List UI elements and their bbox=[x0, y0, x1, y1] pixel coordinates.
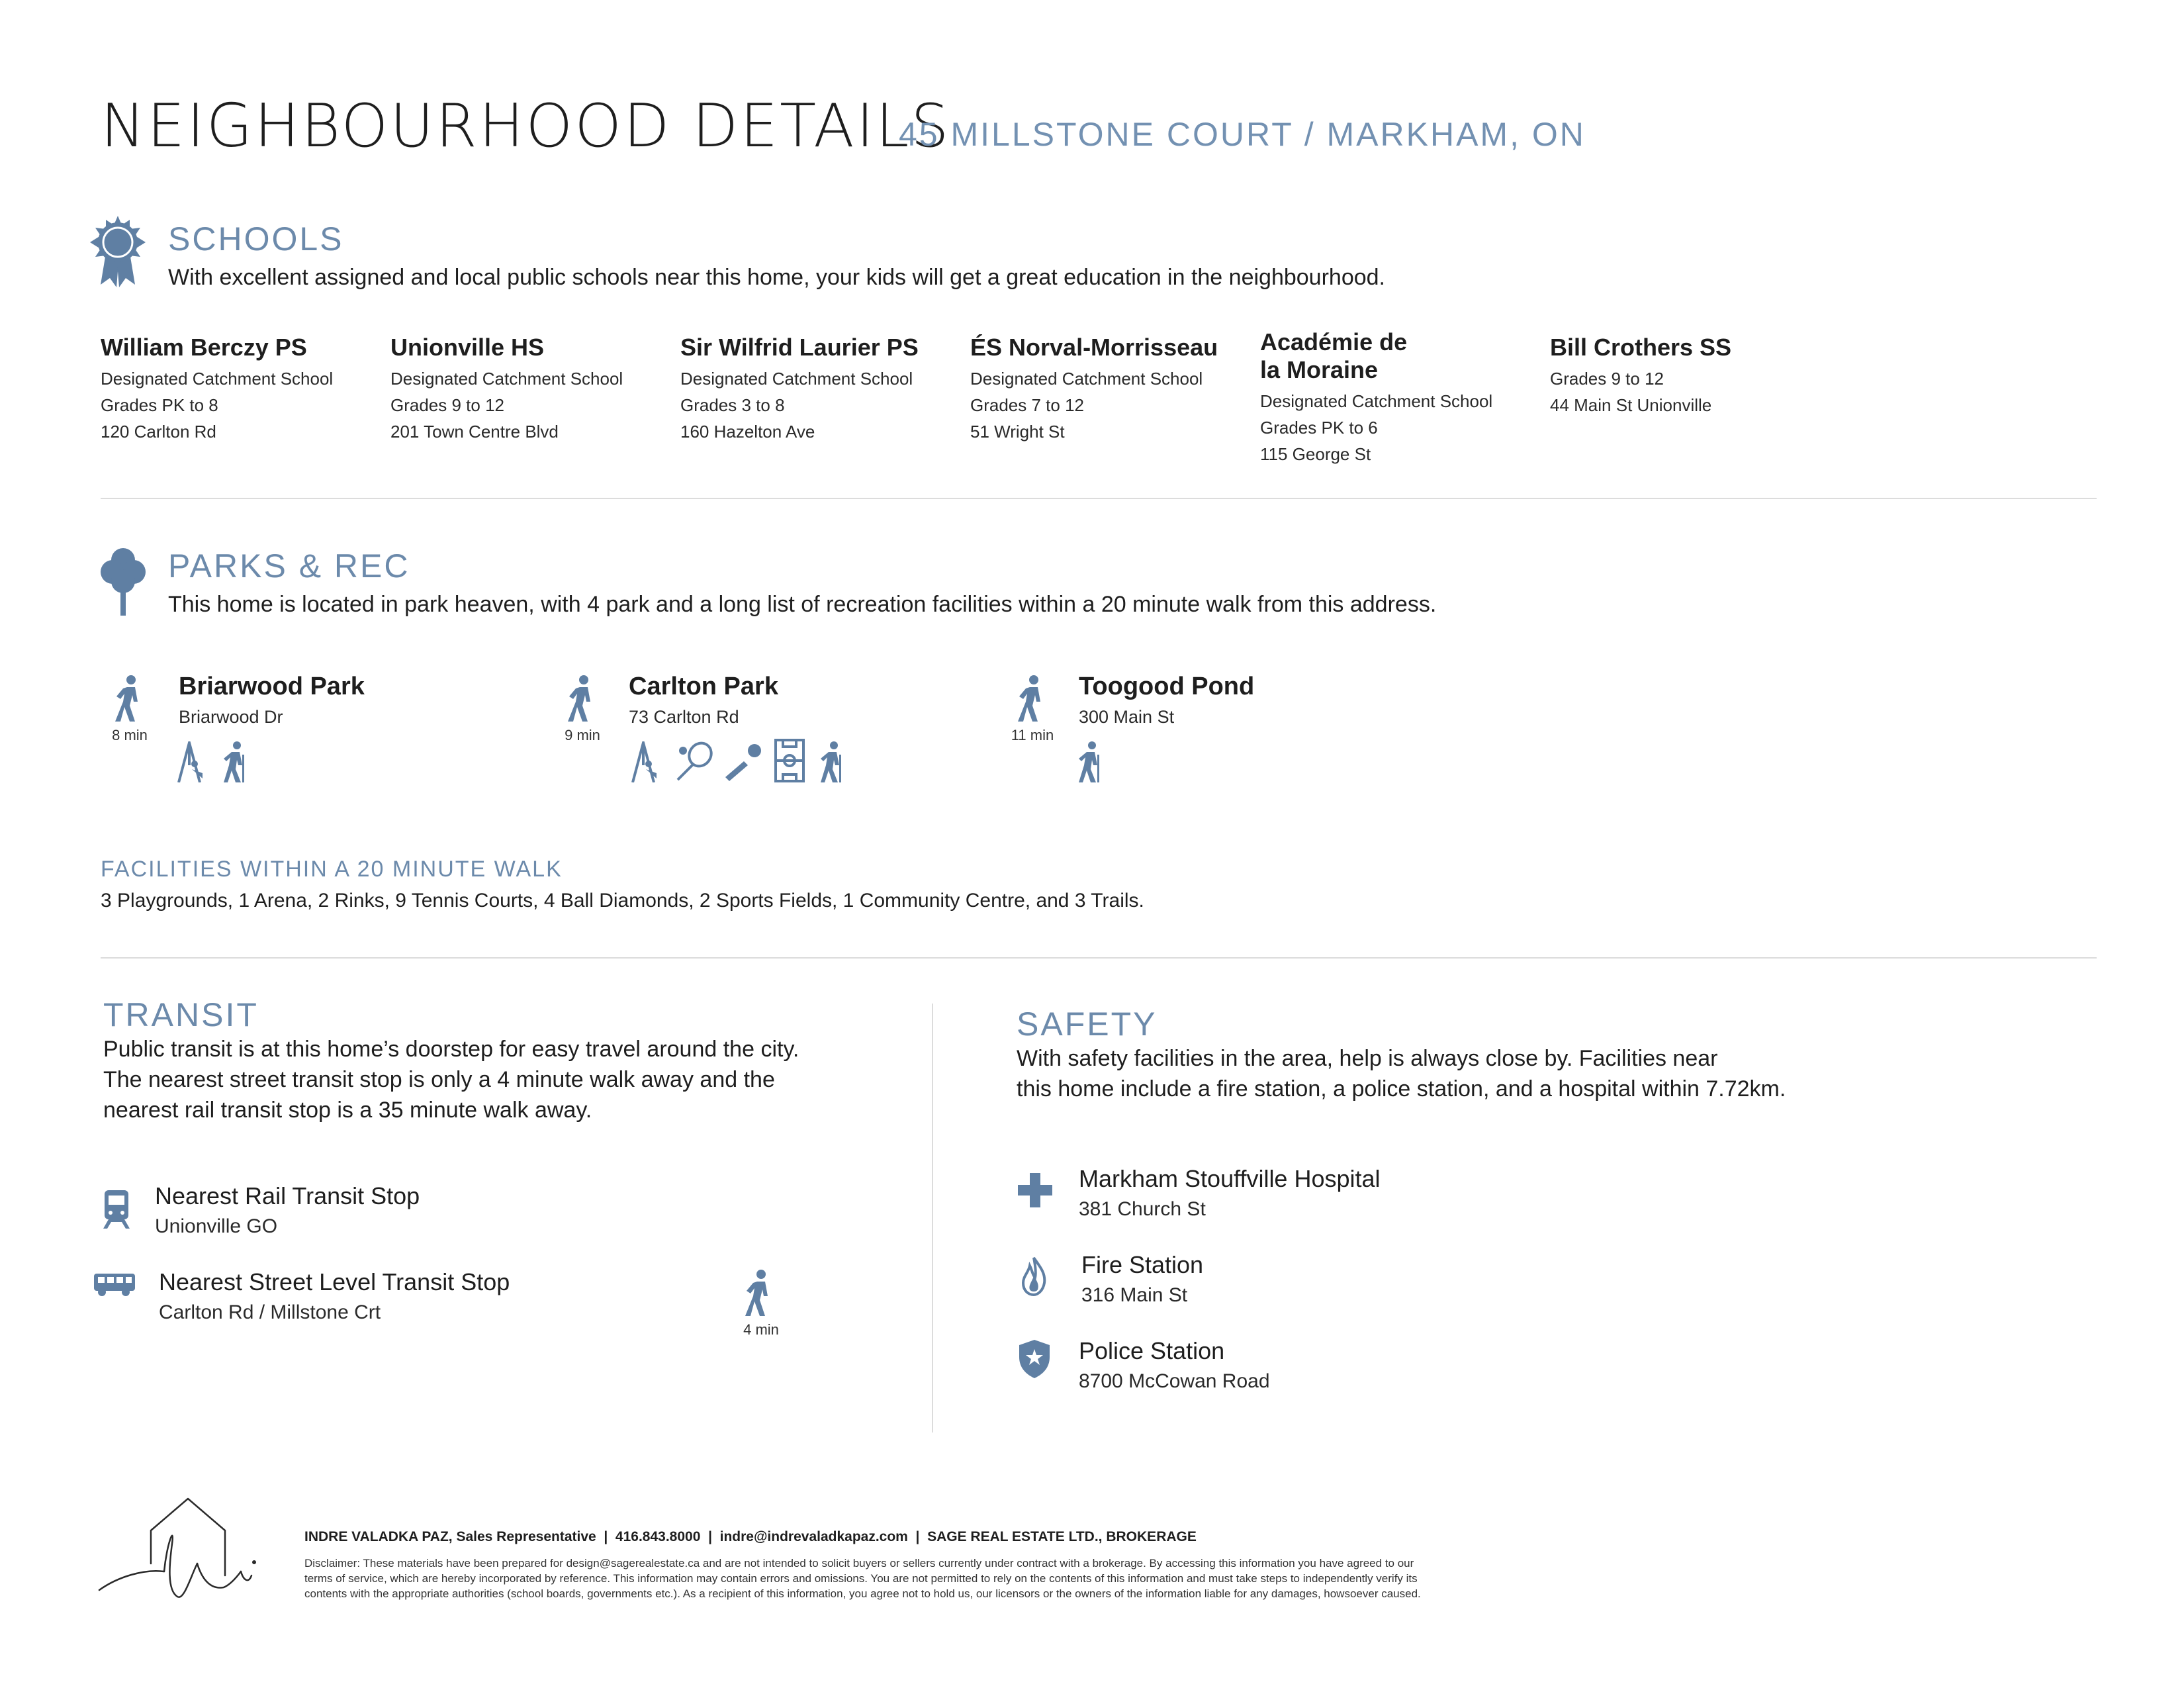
train-icon bbox=[102, 1189, 131, 1229]
school-address: 115 George St bbox=[1260, 444, 1371, 464]
school-name: Sir Wilfrid Laurier PS bbox=[680, 334, 919, 361]
column-divider bbox=[932, 1004, 933, 1432]
section-divider bbox=[101, 498, 2097, 499]
fire-icon bbox=[1021, 1256, 1047, 1296]
school-name: Unionville HS bbox=[390, 334, 545, 361]
school-designation: Designated Catchment School bbox=[970, 369, 1203, 389]
transit-title: TRANSIT bbox=[103, 996, 259, 1033]
school-card bbox=[970, 334, 1248, 445]
parks-title: PARKS & REC bbox=[168, 547, 410, 585]
park-name: Carlton Park bbox=[629, 673, 778, 700]
walking-person-icon bbox=[115, 675, 144, 722]
school-card bbox=[101, 334, 379, 445]
page-title: NEIGHBOURHOOD DETAILS bbox=[101, 91, 951, 161]
tennis-icon bbox=[675, 741, 715, 782]
disclaimer bbox=[304, 1556, 1906, 1601]
school-designation: Designated Catchment School bbox=[101, 369, 334, 389]
walk-time: 8 min bbox=[112, 727, 148, 743]
school-grades: Grades 9 to 12 bbox=[390, 395, 504, 415]
street-transit-label: Nearest Street Level Transit Stop bbox=[159, 1268, 510, 1295]
school-grades: Grades 9 to 12 bbox=[1550, 369, 1664, 389]
hospital-cross-icon bbox=[1018, 1173, 1052, 1207]
schools-description: With excellent assigned and local public schools near this home, your kids will get a great education in the neighbourhood. bbox=[168, 265, 1385, 290]
facilities-text: 3 Playgrounds, 1 Arena, 2 Rinks, 9 Tennis Courts, 4 Ball Diamonds, 2 Sports Fields, 1 Community Centre, and 3 Trails. bbox=[101, 890, 1144, 912]
page-subtitle: 45 MILLSTONE COURT / MARKHAM, ON bbox=[899, 116, 1586, 153]
school-designation: Designated Catchment School bbox=[1260, 391, 1493, 411]
transit-description-line: nearest rail transit stop is a 35 minute walk away. bbox=[103, 1098, 592, 1123]
facilities-title: FACILITIES WITHIN A 20 MINUTE WALK bbox=[101, 857, 563, 882]
school-card bbox=[390, 334, 668, 445]
school-name-line2: la Moraine bbox=[1260, 356, 1379, 383]
school-name: ÉS Norval-Morrisseau bbox=[970, 334, 1218, 361]
fire-station-name: Fire Station bbox=[1081, 1251, 1204, 1278]
school-address: 51 Wright St bbox=[970, 422, 1065, 442]
safety-description-line: With safety facilities in the area, help is always close by. Facilities near bbox=[1017, 1046, 1718, 1071]
safety-description-line: this home include a fire station, a police station, and a hospital within 7.72km. bbox=[1017, 1076, 1786, 1102]
school-designation: Designated Catchment School bbox=[680, 369, 913, 389]
walk-time: 4 min bbox=[743, 1321, 779, 1338]
sports-field-icon bbox=[774, 739, 805, 782]
school-card bbox=[1550, 334, 1828, 418]
bus-icon bbox=[93, 1272, 136, 1296]
school-address: 201 Town Centre Blvd bbox=[390, 422, 559, 442]
park-address: 73 Carlton Rd bbox=[629, 707, 739, 727]
agent-contact-line: INDRE VALADKA PAZ, Sales Representative | 416.843.8000 | indre@indrevaladkapaz.com | SAGE REAL ESTATE LTD., BROKERAGE bbox=[304, 1529, 1197, 1544]
disclaimer-line: Disclaimer: These materials have been prepared for design@sagerealestate.ca and are not intended to solicit buyers or sellers currently under contract with a brokerage. By accessing this information you have agreed to our bbox=[304, 1557, 1414, 1570]
park-address: Briarwood Dr bbox=[179, 707, 283, 727]
agent-logo bbox=[98, 1497, 267, 1603]
park-name: Toogood Pond bbox=[1079, 673, 1255, 700]
school-grades: Grades PK to 8 bbox=[101, 395, 218, 415]
school-grades: Grades 7 to 12 bbox=[970, 395, 1084, 415]
school-name: Bill Crothers SS bbox=[1550, 334, 1732, 361]
school-address: 160 Hazelton Ave bbox=[680, 422, 815, 442]
playground-icon bbox=[630, 741, 662, 782]
rail-transit-stop: Unionville GO bbox=[155, 1215, 278, 1237]
rail-transit-label: Nearest Rail Transit Stop bbox=[155, 1182, 420, 1209]
safety-title: SAFETY bbox=[1017, 1006, 1158, 1043]
school-name: William Berczy PS bbox=[101, 334, 307, 361]
school-address: 120 Carlton Rd bbox=[101, 422, 216, 442]
trail-icon bbox=[1077, 741, 1104, 782]
award-ribbon-icon bbox=[90, 216, 146, 287]
walk-time: 9 min bbox=[565, 727, 600, 743]
park-address: 300 Main St bbox=[1079, 707, 1175, 727]
transit-description bbox=[103, 1034, 799, 1125]
walk-time: 11 min bbox=[1011, 727, 1054, 743]
section-divider bbox=[101, 957, 2097, 959]
police-station-name: Police Station bbox=[1079, 1337, 1225, 1364]
school-name-line1: Académie de bbox=[1260, 328, 1408, 355]
park-name: Briarwood Park bbox=[179, 673, 365, 700]
walking-person-icon bbox=[745, 1270, 774, 1316]
street-transit-stop: Carlton Rd / Millstone Crt bbox=[159, 1301, 381, 1323]
tree-icon bbox=[99, 547, 147, 616]
schools-title: SCHOOLS bbox=[168, 220, 344, 258]
walking-person-icon bbox=[568, 675, 597, 722]
transit-description-line: The nearest street transit stop is only a 4 minute walk away and the bbox=[103, 1067, 775, 1092]
disclaimer-line: terms of service, which are hereby incorporated by reference. This information may contain errors and omissions. You are not permitted to rely on the contents of this information and must take steps to independently verify its bbox=[304, 1572, 1418, 1585]
school-address: 44 Main St Unionville bbox=[1550, 395, 1712, 415]
school-designation: Designated Catchment School bbox=[390, 369, 623, 389]
playground-icon bbox=[176, 741, 208, 782]
parks-description: This home is located in park heaven, with 4 park and a long list of recreation facilities within a 20 minute walk from this address. bbox=[168, 592, 1437, 617]
hospital-address: 381 Church St bbox=[1079, 1198, 1206, 1220]
trail-icon bbox=[222, 741, 249, 782]
school-grades: Grades 3 to 8 bbox=[680, 395, 785, 415]
hospital-name: Markham Stouffville Hospital bbox=[1079, 1165, 1381, 1192]
school-grades: Grades PK to 6 bbox=[1260, 418, 1378, 438]
disclaimer-line: contents with the appropriate authorities (school boards, governments etc.). As a recipient of this information, you agree not to hold us, our licensors or the owners of the information liable for any damages, howsoever caused. bbox=[304, 1587, 1421, 1600]
baseball-icon bbox=[724, 741, 765, 782]
school-card bbox=[1260, 328, 1538, 467]
transit-description-line: Public transit is at this home’s doorstep for easy travel around the city. bbox=[103, 1037, 799, 1062]
trail-icon bbox=[819, 741, 846, 782]
safety-description bbox=[1017, 1043, 1786, 1104]
fire-station-address: 316 Main St bbox=[1081, 1284, 1188, 1306]
walking-person-icon bbox=[1018, 675, 1047, 722]
police-station-address: 8700 McCowan Road bbox=[1079, 1370, 1270, 1392]
school-card bbox=[680, 334, 958, 445]
police-badge-icon bbox=[1019, 1340, 1050, 1378]
